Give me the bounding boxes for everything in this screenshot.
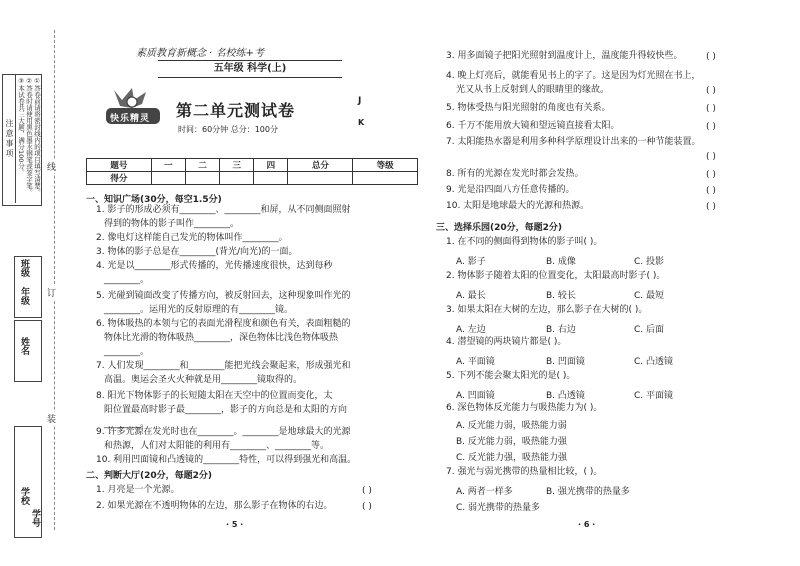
choice-option[interactable]: B. 反光能力弱，吸热能力强: [456, 437, 567, 447]
choice-option[interactable]: A. 最长: [456, 291, 486, 301]
score-cell[interactable]: [353, 172, 418, 185]
choice-option[interactable]: C. 投影: [634, 257, 665, 267]
class-box: [14, 256, 42, 318]
judge-item: 7. 太阳能热水器是利用多种科学原理设计出来的一种节能装置。: [446, 137, 701, 147]
section-1-title: 一、知识广场(30分，每空1.5分): [86, 195, 222, 205]
page-number-left: · 5 ·: [226, 520, 244, 529]
answer-paren[interactable]: ( ): [362, 502, 372, 512]
score-header-cell: 二: [185, 159, 219, 172]
score-table: [86, 158, 418, 185]
answer-paren[interactable]: ( ): [706, 122, 716, 132]
class-label: 班级: [19, 259, 29, 277]
choice-question: 7. 强光与弱光携带的热量相比较，( )。: [446, 467, 603, 477]
question-line: 得到的物体的影子叫作________。: [104, 219, 240, 229]
choice-option[interactable]: C. 平面镜: [634, 391, 674, 401]
choice-option[interactable]: B. 成像: [546, 257, 576, 267]
choice-question: 4. 潜望镜的两块镜片都是( )。: [446, 337, 567, 347]
name-box: [14, 320, 42, 382]
cut-char-ding: 订: [47, 286, 56, 299]
question-line: 8. 阳光下物体影子的长短随太阳在天空中的位置而变化，太: [96, 391, 333, 401]
question-line: 9. 许多光源在发光时也在________。________是地球最大的光源: [96, 427, 351, 437]
judge-item: 4. 晚上灯亮后，就能看见书上的字了。这是因为灯光照在书上，: [446, 71, 701, 81]
choice-option[interactable]: A. 影子: [456, 257, 486, 267]
choice-option[interactable]: B. 凸透镜: [546, 391, 585, 401]
slogan: 素质教育新概念 · 名校练+考: [136, 48, 264, 59]
question-line: 高温。奥运会圣火火种就是用________镜取得的。: [104, 375, 303, 385]
page-title: 第二单元测试卷: [176, 101, 296, 120]
judge-item: 光又从书上反射到人的眼睛里的缘故。: [456, 85, 610, 95]
choice-option[interactable]: C. 最短: [634, 291, 665, 301]
score-cell[interactable]: [254, 172, 288, 185]
question-line: 物体比光滑的物体吸热________，深色物体比浅色物体吸热: [104, 333, 339, 343]
score-header-row: [87, 159, 418, 172]
choice-question: 6. 深色物体反光能力与吸热能力为( )。: [446, 403, 603, 413]
judge-item: 5. 物体受热与阳光照射的角度也有关系。: [446, 103, 611, 113]
answer-paren[interactable]: ( ): [706, 170, 716, 180]
question-line: ________。运用光的反射原理的有________镜。: [104, 305, 294, 315]
score-header-cell: 等级: [353, 159, 418, 172]
score-row: [87, 172, 418, 185]
student-id-label: 学号: [30, 509, 40, 527]
score-cell[interactable]: [151, 172, 185, 185]
question-line: 和热源，人们对太阳能的利用有________、________等。: [104, 441, 330, 451]
cut-char-zhuang: 装: [47, 412, 56, 425]
choice-question: 5. 下列不能会聚太阳光的是( )。: [446, 371, 576, 381]
choice-question: 3. 如果太阳在大树的左边，那么影子在大树的( )。: [446, 305, 648, 315]
answer-paren[interactable]: ( ): [706, 186, 716, 196]
question-line: 阳位置最高时影子最________，影子的方向总是和太阳的方向: [104, 405, 348, 415]
score-cell[interactable]: [220, 172, 254, 185]
question-line: ________。: [104, 419, 150, 429]
score-header-cell: 三: [220, 159, 254, 172]
choice-question: 1. 在不同的侧面得到物体的影子叫( )。: [446, 237, 603, 247]
judge-item: 2. 如果光源在不透明物体的左边，那么影子在物体的右边。: [96, 501, 333, 511]
judge-item: 9. 光是沿四面八方任意传播的。: [446, 185, 575, 195]
judge-item: 8. 所有的光源在发光时都会发热。: [446, 169, 584, 179]
section-3-title: 三、选择乐园(20分，每题2分): [436, 223, 563, 233]
exam-meta: 时间：60分钟 总分：100分: [178, 125, 278, 134]
judge-item: 6. 千万不能用放大镜和望远镜直接看太阳。: [446, 121, 620, 131]
side-mark-k: K: [358, 118, 365, 127]
choice-option[interactable]: A. 反光能力弱，吸热能力弱: [456, 421, 567, 431]
score-row-label: 得分: [87, 172, 152, 185]
notes-text: [17, 77, 41, 196]
choice-question: 2. 物体影子随着太阳的位置变化，太阳最高时影子( )。: [446, 271, 666, 281]
school-box: [14, 426, 42, 538]
choice-option[interactable]: C. 后面: [634, 325, 665, 335]
choice-option[interactable]: C. 弱光携带的热量多: [456, 503, 541, 513]
choice-option[interactable]: B. 右边: [546, 325, 576, 335]
notes-box: [2, 74, 42, 206]
choice-option[interactable]: C. 凸透镜: [634, 357, 674, 367]
note-line: ③本试卷共三大题，满分100分。: [17, 77, 25, 176]
score-header-cell: 四: [254, 159, 288, 172]
score-cell[interactable]: [288, 172, 353, 185]
side-mark-j: J: [358, 96, 362, 106]
choice-option[interactable]: B. 强光携带的热量多: [546, 487, 630, 497]
binding-strip: [0, 30, 86, 530]
question-line: 1. 影子的形成必须有________、________和屏，从不同侧面照射: [96, 205, 351, 215]
grade-label: 年级: [19, 287, 29, 305]
grade-subject: 五年级 科学(上): [158, 60, 342, 78]
school-label: 学校: [19, 487, 29, 505]
cut-char-xian: 线: [47, 160, 56, 173]
question-line: ________。: [104, 347, 150, 357]
question-line: 10. 利用凹面镜和凸透镜的________特性，可以得到强光和高温。: [96, 455, 357, 465]
choice-option[interactable]: C. 反光能力强，吸热能力强: [456, 453, 568, 463]
name-label: 姓名: [19, 337, 29, 355]
score-header-cell: 一: [151, 159, 185, 172]
question-line: 3. 物体的影子总是在________(背光/向光)的一面。: [96, 247, 298, 257]
question-line: 4. 光是以________形式传播的，光传播速度很快，达到每秒: [96, 261, 333, 271]
question-line: 2. 像电灯这样能自己发光的物体叫作________。: [96, 233, 288, 243]
section-2-title: 二、判断大厅(20分，每题2分): [86, 471, 213, 481]
score-header-cell: 总分: [288, 159, 353, 172]
answer-paren[interactable]: ( ): [706, 202, 716, 212]
answer-paren[interactable]: ( ): [706, 104, 716, 114]
score-header-cell: 题号: [87, 159, 152, 172]
choice-option[interactable]: A. 左边: [456, 325, 486, 335]
choice-option[interactable]: A. 两者一样多: [456, 487, 513, 497]
choice-option[interactable]: B. 凹面镜: [546, 357, 585, 367]
judge-item: 1. 月亮是一个光源。: [96, 485, 180, 495]
judge-item: 3. 用多面镜子把阳光照射到温度计上，温度能升得较快些。: [446, 51, 683, 61]
notes-title: 注意事项: [5, 75, 16, 203]
score-cell[interactable]: [185, 172, 219, 185]
choice-option[interactable]: A. 平面镜: [456, 357, 495, 367]
answer-paren[interactable]: ( ): [706, 152, 716, 162]
choice-option[interactable]: A. 凹面镜: [456, 391, 495, 401]
note-line: ①答卷前请将密封线内的项目填写清楚。: [33, 77, 41, 196]
question-line: 7. 人们发现________和________能把光线会聚起来，形成强光和: [96, 361, 351, 371]
judge-item: 10. 太阳是地球最大的光源和热源。: [446, 201, 590, 211]
choice-option[interactable]: B. 较长: [546, 291, 576, 301]
question-line: 5. 光碰到镜面改变了传播方向，被反射回去，这种现象叫作光的: [96, 291, 351, 301]
answer-paren[interactable]: ( ): [362, 486, 372, 496]
answer-paren[interactable]: ( ): [706, 52, 716, 62]
answer-paren[interactable]: ( ): [706, 86, 716, 96]
logo: [104, 84, 162, 126]
question-line: ________。: [104, 275, 150, 285]
logo-text: 快乐精灵: [110, 114, 151, 124]
question-line: 6. 物体吸热的本领与它的表面光滑程度和颜色有关，表面粗糙的: [96, 319, 351, 329]
page-number-right: · 6 ·: [578, 520, 596, 529]
cut-line: [54, 30, 55, 530]
note-line: ②答卷时请使用黑色墨水钢笔或签字笔。: [25, 77, 33, 196]
